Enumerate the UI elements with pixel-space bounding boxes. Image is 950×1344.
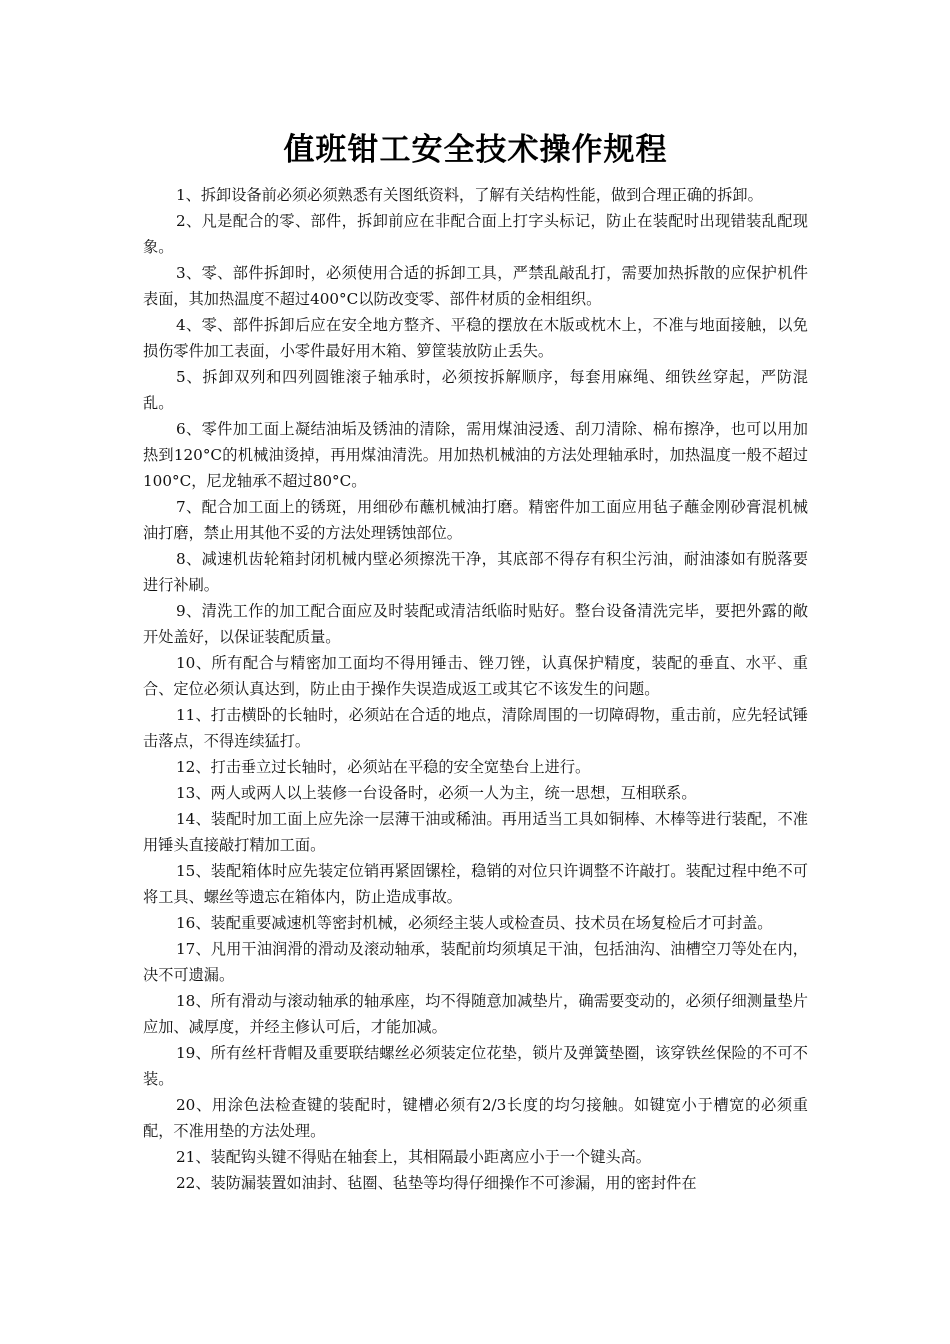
rule-item: 11、打击横卧的长轴时，必须站在合适的地点，清除周围的一切障碍物，重击前，应先轻试锤击落点，不得连续猛打。 xyxy=(143,706,808,750)
rule-item: 17、凡用干油润滑的滑动及滚动轴承，装配前均须填足干油，包括油沟、油槽空刀等处在内，决不可遗漏。 xyxy=(143,940,808,984)
document-title: 值班钳工安全技术操作规程 xyxy=(283,132,668,168)
rule-item: 16、装配重要减速机等密封机械，必须经主装人或检查员、技术员在场复检后才可封盖。 xyxy=(176,914,773,932)
rule-item: 10、所有配合与精密加工面均不得用锤击、锉刀锉，认真保护精度，装配的垂直、水平、重合、定位必须认真达到，防止由于操作失误造成返工或其它不该发生的问题。 xyxy=(143,654,808,698)
rule-item: 12、打击垂立过长轴时，必须站在平稳的安全宽垫台上进行。 xyxy=(176,758,591,776)
rule-item: 13、两人或两人以上装修一台设备时，必须一人为主，统一思想，互相联系。 xyxy=(176,784,697,802)
rule-item: 1、拆卸设备前必须必须熟悉有关图纸资料，了解有关结构性能，做到合理正确的拆卸。 xyxy=(176,186,763,204)
rule-item: 9、清洗工作的加工配合面应及时装配或清洁纸临时贴好。整台设备清洗完毕，要把外露的敞开处盖好，以保证装配质量。 xyxy=(143,602,808,646)
rule-item: 5、拆卸双列和四列圆锥滚子轴承时，必须按拆解顺序，每套用麻绳、细铁丝穿起，严防混乱。 xyxy=(143,368,808,412)
rule-item: 3、零、部件拆卸时，必须使用合适的拆卸工具，严禁乱敲乱打，需要加热拆散的应保护机件表面，其加热温度不超过400°C以防改变零、部件材质的金相组织。 xyxy=(143,264,808,308)
rule-item: 20、用涂色法检查键的装配时，键槽必须有2/3长度的均匀接触。如键宽小于槽宽的必须重配，不准用垫的方法处理。 xyxy=(143,1096,808,1140)
rule-item: 4、零、部件拆卸后应在安全地方整齐、平稳的摆放在木版或枕木上，不准与地面接触，以免损伤零件加工表面，小零件最好用木箱、箩筐装放防止丢失。 xyxy=(143,316,808,360)
rule-item: 14、装配时加工面上应先涂一层薄干油或稀油。再用适当工具如铜棒、木棒等进行装配，不准用锤头直接敲打精加工面。 xyxy=(143,810,808,854)
rule-item: 7、配合加工面上的锈斑，用细砂布蘸机械油打磨。精密件加工面应用毡子蘸金刚砂膏混机械油打磨，禁止用其他不妥的方法处理锈蚀部位。 xyxy=(143,498,808,542)
rules-list xyxy=(143,182,808,1196)
rule-item: 8、减速机齿轮箱封闭机械内壁必须擦洗干净，其底部不得存有积尘污油，耐油漆如有脱落要进行补刷。 xyxy=(143,550,808,594)
rule-item: 2、凡是配合的零、部件，拆卸前应在非配合面上打字头标记，防止在装配时出现错装乱配现象。 xyxy=(143,212,808,256)
rule-item: 6、零件加工面上凝结油垢及锈油的清除，需用煤油浸透、刮刀清除、棉布擦净，也可以用加热到120°C的机械油烫掉，再用煤油清洗。用加热机械油的方法处理轴承时，加热温度一般不超过100°C，尼龙轴承不超过80°C。 xyxy=(143,420,808,490)
document-page xyxy=(143,128,808,1196)
rule-item: 19、所有丝杆背帽及重要联结螺丝必须装定位花垫，锁片及弹簧垫圈，该穿铁丝保险的不可不装。 xyxy=(143,1044,808,1088)
rule-item: 22、装防漏装置如油封、毡圈、毡垫等均得仔细操作不可渗漏，用的密封件在 xyxy=(176,1174,697,1192)
rule-item: 15、装配箱体时应先装定位销再紧固镙栓，稳销的对位只许调整不许敲打。装配过程中绝不可将工具、螺丝等遗忘在箱体内，防止造成事故。 xyxy=(143,862,808,906)
rule-item: 18、所有滑动与滚动轴承的轴承座，均不得随意加减垫片，确需要变动的，必须仔细测量垫片应加、减厚度，并经主修认可后，才能加减。 xyxy=(143,992,808,1036)
rule-item: 21、装配钩头键不得贴在轴套上，其相隔最小距离应小于一个键头高。 xyxy=(176,1148,651,1166)
